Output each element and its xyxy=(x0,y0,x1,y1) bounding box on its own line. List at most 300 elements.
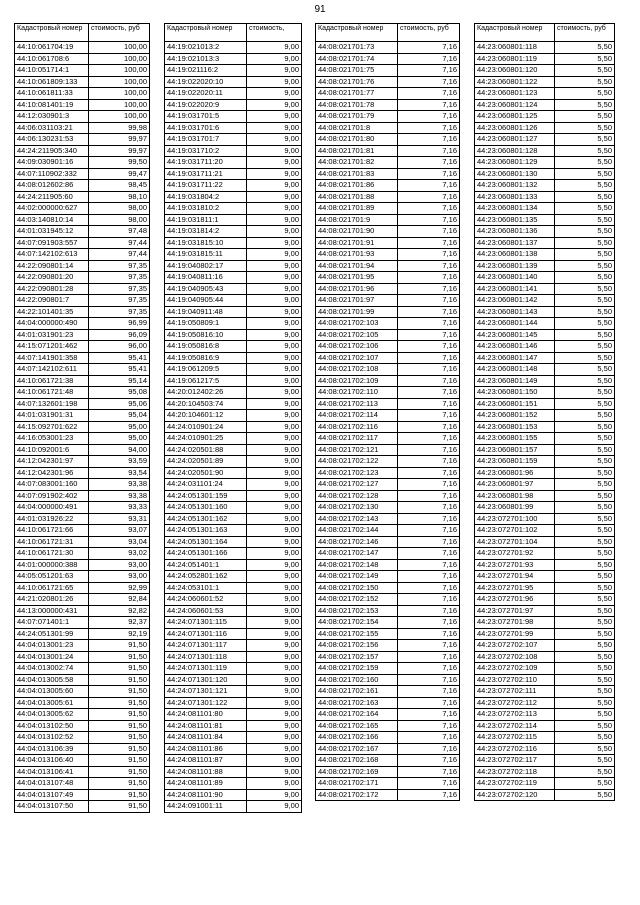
cadastral-number-cell: 44:23:060801:98 xyxy=(475,490,555,502)
cost-cell: 9,00 xyxy=(247,99,302,111)
cost-cell: 5,50 xyxy=(555,490,615,502)
table-row xyxy=(316,88,460,100)
table-row xyxy=(316,594,460,606)
cost-cell: 9,00 xyxy=(247,421,302,433)
cost-cell: 9,00 xyxy=(247,249,302,261)
cost-cell: 5,50 xyxy=(555,341,615,353)
cost-cell: 7,16 xyxy=(398,444,460,456)
cost-cell: 5,50 xyxy=(555,76,615,88)
cost-cell: 5,50 xyxy=(555,364,615,376)
cost-cell: 98,00 xyxy=(89,214,150,226)
cadastral-number-cell: 44:08:021701:88 xyxy=(316,191,398,203)
cost-cell: 5,50 xyxy=(555,444,615,456)
cost-cell: 5,50 xyxy=(555,53,615,65)
cadastral-number-cell: 44:19:031815:10 xyxy=(165,237,247,249)
cadastral-number-cell: 44:08:021701:91 xyxy=(316,237,398,249)
cost-cell: 9,00 xyxy=(247,53,302,65)
cost-cell: 7,16 xyxy=(398,467,460,479)
cost-cell: 7,16 xyxy=(398,513,460,525)
table-row xyxy=(316,329,460,341)
header-cadastral-number: Кадастровый номер xyxy=(165,24,247,42)
cost-cell: 9,00 xyxy=(247,329,302,341)
cadastral-number-cell: 44:24:071301:116 xyxy=(165,628,247,640)
table-row xyxy=(15,617,150,629)
cost-cell: 7,16 xyxy=(398,295,460,307)
cadastral-number-cell: 44:23:060801:122 xyxy=(475,76,555,88)
cadastral-number-cell: 44:08:012602:86 xyxy=(15,180,89,192)
cost-cell: 9,00 xyxy=(247,318,302,330)
cadastral-number-cell: 44:10:061708:6 xyxy=(15,53,89,65)
cost-cell: 91,50 xyxy=(89,697,150,709)
header-cost: стоимость, xyxy=(247,24,302,42)
cadastral-number-cell: 44:08:021702:108 xyxy=(316,364,398,376)
cost-cell: 5,50 xyxy=(555,548,615,560)
cadastral-number-cell: 44:04:013102:52 xyxy=(15,732,89,744)
cadastral-number-cell: 44:10:061811:33 xyxy=(15,88,89,100)
table-row xyxy=(15,329,150,341)
cadastral-number-cell: 44:23:060801:141 xyxy=(475,283,555,295)
cost-cell: 5,50 xyxy=(555,651,615,663)
table-row xyxy=(165,214,302,226)
cost-cell: 7,16 xyxy=(398,42,460,54)
table-row xyxy=(316,134,460,146)
cadastral-number-cell: 44:24:053101:1 xyxy=(165,582,247,594)
cadastral-number-cell: 44:23:060801:133 xyxy=(475,191,555,203)
cost-cell: 7,16 xyxy=(398,157,460,169)
cost-cell: 5,50 xyxy=(555,99,615,111)
table-row xyxy=(15,134,150,146)
cadastral-number-cell: 44:04:013106:40 xyxy=(15,755,89,767)
table-row xyxy=(165,709,302,721)
table-row xyxy=(15,410,150,422)
cost-cell: 7,16 xyxy=(398,421,460,433)
cadastral-number-cell: 44:24:051301:163 xyxy=(165,525,247,537)
table-row xyxy=(165,628,302,640)
table-row xyxy=(316,709,460,721)
cadastral-number-cell: 44:23:072702:117 xyxy=(475,755,555,767)
cost-cell: 98,00 xyxy=(89,203,150,215)
cost-cell: 99,97 xyxy=(89,145,150,157)
table-row xyxy=(316,76,460,88)
cadastral-number-cell: 44:08:021702:156 xyxy=(316,640,398,652)
cadastral-number-cell: 44:23:060801:138 xyxy=(475,249,555,261)
cadastral-number-cell: 44:23:060801:120 xyxy=(475,65,555,77)
table-row xyxy=(15,720,150,732)
table-row xyxy=(316,433,460,445)
table-row xyxy=(316,651,460,663)
table-row xyxy=(475,329,615,341)
cost-cell: 97,48 xyxy=(89,226,150,238)
cadastral-number-cell: 44:08:021702:130 xyxy=(316,502,398,514)
cadastral-number-cell: 44:07:141901:358 xyxy=(15,352,89,364)
cost-cell: 7,16 xyxy=(398,755,460,767)
cost-cell: 9,00 xyxy=(247,594,302,606)
table-row xyxy=(165,801,302,813)
cost-cell: 95,41 xyxy=(89,352,150,364)
table-row xyxy=(316,502,460,514)
cadastral-number-cell: 44:08:021702:116 xyxy=(316,421,398,433)
table-row xyxy=(475,766,615,778)
cost-cell: 91,50 xyxy=(89,686,150,698)
cadastral-number-cell: 44:08:021702:172 xyxy=(316,789,398,801)
table-row xyxy=(316,766,460,778)
cost-cell: 9,00 xyxy=(247,260,302,272)
table-row xyxy=(15,145,150,157)
cost-cell: 5,50 xyxy=(555,456,615,468)
table-row xyxy=(165,617,302,629)
cadastral-number-cell: 44:24:081101:86 xyxy=(165,743,247,755)
table-row xyxy=(475,571,615,583)
cadastral-number-cell: 44:04:000000:491 xyxy=(15,502,89,514)
cadastral-number-cell: 44:10:061721:66 xyxy=(15,525,89,537)
table-row xyxy=(316,789,460,801)
table-row xyxy=(165,686,302,698)
header-cost: стоимость, руб xyxy=(555,24,615,42)
table-row xyxy=(316,421,460,433)
table-row xyxy=(15,674,150,686)
table-row xyxy=(316,99,460,111)
cost-cell: 9,00 xyxy=(247,789,302,801)
table-row xyxy=(15,352,150,364)
header-cadastral-number: Кадастровый номер xyxy=(15,24,89,42)
cadastral-number-cell: 44:23:072702:112 xyxy=(475,697,555,709)
cadastral-number-cell: 44:08:021701:95 xyxy=(316,272,398,284)
cadastral-number-cell: 44:24:051401:1 xyxy=(165,559,247,571)
table-row xyxy=(15,640,150,652)
table-row xyxy=(165,421,302,433)
table-row xyxy=(165,329,302,341)
cost-cell: 7,16 xyxy=(398,502,460,514)
cost-cell: 9,00 xyxy=(247,88,302,100)
cadastral-number-cell: 44:23:060801:139 xyxy=(475,260,555,272)
cadastral-number-cell: 44:07:083001:160 xyxy=(15,479,89,491)
cost-cell: 7,16 xyxy=(398,456,460,468)
cadastral-number-cell: 44:19:031701:6 xyxy=(165,122,247,134)
cost-cell: 7,16 xyxy=(398,191,460,203)
cost-cell: 5,50 xyxy=(555,122,615,134)
cost-cell: 9,00 xyxy=(247,398,302,410)
table-row xyxy=(165,76,302,88)
table-row xyxy=(475,617,615,629)
cost-cell: 99,47 xyxy=(89,168,150,180)
cadastral-number-cell: 44:24:081101:89 xyxy=(165,778,247,790)
table-row xyxy=(316,111,460,123)
table-row xyxy=(15,168,150,180)
table-row xyxy=(165,502,302,514)
cadastral-number-cell: 44:08:021702:159 xyxy=(316,663,398,675)
table-row xyxy=(15,421,150,433)
table-row xyxy=(316,214,460,226)
cadastral-number-cell: 44:23:072701:98 xyxy=(475,617,555,629)
cost-cell: 95,00 xyxy=(89,421,150,433)
table-row xyxy=(15,709,150,721)
cost-cell: 7,16 xyxy=(398,433,460,445)
table-row xyxy=(316,352,460,364)
table-row xyxy=(316,778,460,790)
cost-cell: 5,50 xyxy=(555,318,615,330)
table-row xyxy=(165,398,302,410)
table-row xyxy=(475,559,615,571)
table-row xyxy=(316,456,460,468)
cadastral-number-cell: 44:23:060801:157 xyxy=(475,444,555,456)
cadastral-number-cell: 44:09:030901:16 xyxy=(15,157,89,169)
cadastral-number-cell: 44:07:142102:613 xyxy=(15,249,89,261)
cost-cell: 95,14 xyxy=(89,375,150,387)
table-row xyxy=(15,306,150,318)
table-row xyxy=(475,674,615,686)
table-row xyxy=(475,732,615,744)
table-row xyxy=(15,53,150,65)
table-row xyxy=(316,191,460,203)
cadastral-number-cell: 44:23:060801:129 xyxy=(475,157,555,169)
cadastral-number-cell: 44:08:021701:89 xyxy=(316,203,398,215)
cost-cell: 98,10 xyxy=(89,191,150,203)
table-row xyxy=(15,76,150,88)
cadastral-number-cell: 44:23:060801:149 xyxy=(475,375,555,387)
table-row xyxy=(165,260,302,272)
cadastral-number-cell: 44:24:051301:159 xyxy=(165,490,247,502)
cost-cell: 9,00 xyxy=(247,490,302,502)
cadastral-number-cell: 44:08:021701:93 xyxy=(316,249,398,261)
cadastral-number-cell: 44:23:072702:118 xyxy=(475,766,555,778)
cost-cell: 9,00 xyxy=(247,157,302,169)
cadastral-number-cell: 44:23:060801:143 xyxy=(475,306,555,318)
cadastral-number-cell: 44:23:060801:147 xyxy=(475,352,555,364)
table-row xyxy=(165,536,302,548)
cost-cell: 7,16 xyxy=(398,272,460,284)
cadastral-number-cell: 44:08:021702:149 xyxy=(316,571,398,583)
cost-cell: 99,97 xyxy=(89,134,150,146)
cost-cell: 5,50 xyxy=(555,467,615,479)
cadastral-number-cell: 44:24:010901:24 xyxy=(165,421,247,433)
table-row xyxy=(316,318,460,330)
cadastral-number-cell: 44:23:060801:144 xyxy=(475,318,555,330)
cadastral-number-cell: 44:19:022020:11 xyxy=(165,88,247,100)
cadastral-number-cell: 44:19:050816:8 xyxy=(165,341,247,353)
cost-cell: 5,50 xyxy=(555,479,615,491)
table-row xyxy=(165,145,302,157)
cost-cell: 7,16 xyxy=(398,237,460,249)
cost-cell: 9,00 xyxy=(247,341,302,353)
table-row xyxy=(165,375,302,387)
table-row xyxy=(15,180,150,192)
cadastral-number-cell: 44:24:020501:88 xyxy=(165,444,247,456)
cost-cell: 7,16 xyxy=(398,352,460,364)
cost-cell: 93,04 xyxy=(89,536,150,548)
cost-cell: 7,16 xyxy=(398,122,460,134)
table-row xyxy=(15,456,150,468)
cost-cell: 5,50 xyxy=(555,525,615,537)
cost-cell: 5,50 xyxy=(555,65,615,77)
cadastral-number-cell: 44:08:021702:161 xyxy=(316,686,398,698)
table-row xyxy=(475,352,615,364)
cadastral-number-cell: 44:07:091903:557 xyxy=(15,237,89,249)
cost-cell: 7,16 xyxy=(398,111,460,123)
cadastral-number-cell: 44:23:060801:151 xyxy=(475,398,555,410)
table-row xyxy=(165,467,302,479)
cadastral-number-cell: 44:23:072701:95 xyxy=(475,582,555,594)
cadastral-number-cell: 44:04:013002:74 xyxy=(15,663,89,675)
cost-cell: 99,98 xyxy=(89,122,150,134)
cadastral-number-cell: 44:10:051714:1 xyxy=(15,65,89,77)
cost-cell: 9,00 xyxy=(247,42,302,54)
cadastral-number-cell: 44:24:020501:90 xyxy=(165,467,247,479)
cost-cell: 7,16 xyxy=(398,88,460,100)
cost-cell: 9,00 xyxy=(247,111,302,123)
cadastral-number-cell: 44:08:021701:80 xyxy=(316,134,398,146)
table-row xyxy=(165,513,302,525)
cost-cell: 5,50 xyxy=(555,674,615,686)
table-row xyxy=(165,479,302,491)
cadastral-number-cell: 44:08:021702:109 xyxy=(316,375,398,387)
table-row xyxy=(475,214,615,226)
cadastral-number-cell: 44:19:040911:48 xyxy=(165,306,247,318)
cadastral-number-cell: 44:08:021702:168 xyxy=(316,755,398,767)
cost-cell: 7,16 xyxy=(398,375,460,387)
cost-cell: 95,06 xyxy=(89,398,150,410)
cadastral-number-cell: 44:23:060801:96 xyxy=(475,467,555,479)
table-row xyxy=(316,226,460,238)
cost-cell: 9,00 xyxy=(247,467,302,479)
cadastral-number-cell: 44:19:050816:10 xyxy=(165,329,247,341)
table-row xyxy=(316,180,460,192)
cadastral-number-cell: 44:23:072702:115 xyxy=(475,732,555,744)
cadastral-number-cell: 44:08:021702:157 xyxy=(316,651,398,663)
cadastral-number-cell: 44:08:021702:169 xyxy=(316,766,398,778)
cadastral-number-cell: 44:08:021702:121 xyxy=(316,444,398,456)
cost-cell: 5,50 xyxy=(555,295,615,307)
cadastral-number-cell: 44:08:021702:164 xyxy=(316,709,398,721)
cost-cell: 5,50 xyxy=(555,594,615,606)
cost-cell: 5,50 xyxy=(555,145,615,157)
table-row xyxy=(165,651,302,663)
cadastral-number-cell: 44:19:061217:5 xyxy=(165,375,247,387)
cost-cell: 5,50 xyxy=(555,283,615,295)
cost-cell: 7,16 xyxy=(398,65,460,77)
cadastral-number-cell: 44:08:021702:171 xyxy=(316,778,398,790)
cadastral-number-cell: 44:23:060801:140 xyxy=(475,272,555,284)
cost-cell: 7,16 xyxy=(398,766,460,778)
cadastral-number-cell: 44:23:060801:134 xyxy=(475,203,555,215)
cost-cell: 7,16 xyxy=(398,663,460,675)
table-row xyxy=(15,778,150,790)
cadastral-number-cell: 44:24:052801:162 xyxy=(165,571,247,583)
cost-cell: 5,50 xyxy=(555,88,615,100)
table-row xyxy=(15,88,150,100)
cadastral-number-cell: 44:23:072701:100 xyxy=(475,513,555,525)
cadastral-number-cell: 44:19:021013:3 xyxy=(165,53,247,65)
cost-cell: 9,00 xyxy=(247,766,302,778)
cadastral-number-cell: 44:20:104601:12 xyxy=(165,410,247,422)
table-row xyxy=(165,697,302,709)
table-row xyxy=(165,352,302,364)
cadastral-number-cell: 44:08:021702:122 xyxy=(316,456,398,468)
cadastral-number-cell: 44:03:140810:14 xyxy=(15,214,89,226)
cadastral-number-cell: 44:08:021702:123 xyxy=(316,467,398,479)
cost-cell: 97,44 xyxy=(89,237,150,249)
cadastral-number-cell: 44:04:013106:39 xyxy=(15,743,89,755)
table-row xyxy=(15,697,150,709)
table-row xyxy=(475,53,615,65)
cadastral-number-cell: 44:19:031815:11 xyxy=(165,249,247,261)
table-row xyxy=(475,375,615,387)
cadastral-number-cell: 44:08:021702:146 xyxy=(316,536,398,548)
cadastral-number-cell: 44:08:021702:167 xyxy=(316,743,398,755)
cadastral-number-cell: 44:23:060801:132 xyxy=(475,180,555,192)
cadastral-number-cell: 44:23:072701:102 xyxy=(475,525,555,537)
cost-cell: 9,00 xyxy=(247,191,302,203)
cadastral-number-cell: 44:01:031901:31 xyxy=(15,410,89,422)
cost-table-3 xyxy=(315,23,460,801)
table-row xyxy=(15,398,150,410)
table-row xyxy=(475,249,615,261)
table-row xyxy=(316,755,460,767)
cadastral-number-cell: 44:24:081101:84 xyxy=(165,732,247,744)
cadastral-number-cell: 44:19:031804:2 xyxy=(165,191,247,203)
cadastral-number-cell: 44:23:060801:135 xyxy=(475,214,555,226)
cost-cell: 91,50 xyxy=(89,766,150,778)
table-row xyxy=(15,525,150,537)
cost-cell: 91,50 xyxy=(89,732,150,744)
table-row xyxy=(165,571,302,583)
table-row xyxy=(165,237,302,249)
table-row xyxy=(316,65,460,77)
cost-cell: 93,38 xyxy=(89,490,150,502)
table-body xyxy=(316,42,460,801)
cadastral-number-cell: 44:24:031101:24 xyxy=(165,479,247,491)
cadastral-number-cell: 44:08:021701:77 xyxy=(316,88,398,100)
cadastral-number-cell: 44:07:091902:402 xyxy=(15,490,89,502)
table-row xyxy=(475,272,615,284)
table-row xyxy=(475,111,615,123)
cadastral-number-cell: 44:19:031701:5 xyxy=(165,111,247,123)
cadastral-number-cell: 44:24:051301:99 xyxy=(15,628,89,640)
cost-table-2 xyxy=(164,23,302,813)
cost-cell: 7,16 xyxy=(398,651,460,663)
cadastral-number-cell: 44:08:021701:73 xyxy=(316,42,398,54)
cost-cell: 5,50 xyxy=(555,778,615,790)
cadastral-number-cell: 44:16:053001:23 xyxy=(15,433,89,445)
table-row xyxy=(15,559,150,571)
cadastral-number-cell: 44:23:060801:125 xyxy=(475,111,555,123)
cadastral-number-cell: 44:04:013005:62 xyxy=(15,709,89,721)
table-row xyxy=(165,111,302,123)
cost-cell: 7,16 xyxy=(398,99,460,111)
cadastral-number-cell: 44:24:081101:88 xyxy=(165,766,247,778)
cadastral-number-cell: 44:07:142102:611 xyxy=(15,364,89,376)
cadastral-number-cell: 44:23:060801:152 xyxy=(475,410,555,422)
cost-cell: 9,00 xyxy=(247,778,302,790)
cadastral-number-cell: 44:23:060801:146 xyxy=(475,341,555,353)
table-row xyxy=(475,398,615,410)
table-row xyxy=(316,375,460,387)
cost-cell: 9,00 xyxy=(247,456,302,468)
table-row xyxy=(475,444,615,456)
cadastral-number-cell: 44:23:060801:127 xyxy=(475,134,555,146)
cadastral-number-cell: 44:23:072701:104 xyxy=(475,536,555,548)
cost-cell: 5,50 xyxy=(555,697,615,709)
cost-cell: 7,16 xyxy=(398,260,460,272)
cadastral-number-cell: 44:19:040905:43 xyxy=(165,283,247,295)
table-row xyxy=(165,789,302,801)
table-row xyxy=(15,536,150,548)
cost-cell: 9,00 xyxy=(247,582,302,594)
cost-cell: 9,00 xyxy=(247,536,302,548)
table-row xyxy=(316,249,460,261)
cost-cell: 5,50 xyxy=(555,663,615,675)
cost-cell: 9,00 xyxy=(247,134,302,146)
cost-cell: 9,00 xyxy=(247,559,302,571)
